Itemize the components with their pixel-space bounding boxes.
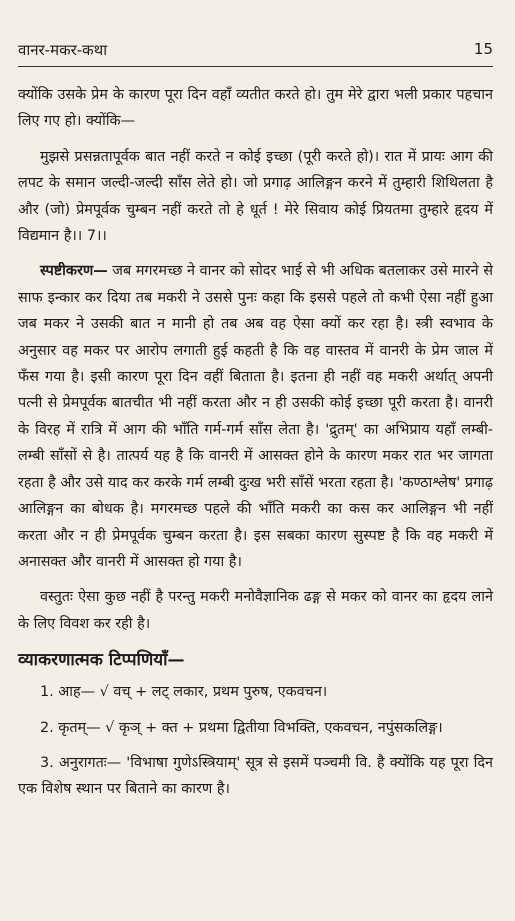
grammar-note-2: 2. कृतम्— √ कृञ् + क्त + प्रथमा द्वितीया विभक्ति, एकवचन, नपुंसकलिङ्ग। — [40, 719, 443, 736]
page-number: 15 — [473, 40, 493, 58]
grammar-note-3: 3. अनुरागतः— 'विभाषा गुणेऽस्त्रियाम्' सूत्र से इसमें पञ्चमी वि. है क्योंकि यह पूरा दिन एक विशेष स्थान पर बिताने का कारण है। — [18, 754, 493, 798]
explanation-label: स्पष्टीकरण— — [40, 263, 108, 280]
section-heading: व्याकरणात्मक टिप्पणियाँ— — [18, 650, 185, 671]
verse-translation: मुझसे प्रसन्नतापूर्वक बात नहीं करते न कोई इच्छा (पूरी करते हो)। रात में प्रायः आग की लपट के समान जल्दी-जल्दी साँस लेते हो। जो प्रगाढ़ आलिङ्गन करने में तुम्हारी शिथिलता है और (जो) प्रेमपूर्वक चुम्बन नहीं करते तो हे धूर्त ! मेरे सिवाय कोई प्रियतमा तुम्हारे हृदय में विद्यमान है।। 7।। — [18, 148, 493, 245]
page-header — [18, 40, 493, 64]
explanation-paragraph — [18, 258, 493, 575]
header-rule — [18, 66, 493, 67]
page-body — [18, 82, 493, 803]
running-title: वानर-मकर-कथा — [18, 41, 108, 59]
grammar-note-1: 1. आह— √ वच् + लट् लकार, प्रथम पुरुष, एकवचन। — [40, 684, 328, 701]
paragraph-4: वस्तुतः ऐसा कुछ नहीं है परन्तु मकरी मनोवैज्ञानिक ढङ्ग से मकर को वानर का हृदय लाने के लिए विवश कर रही है। — [18, 589, 493, 632]
explanation-text: जब मगरमच्छ ने वानर को सोदर भाई से भी अधिक बतलाकर उसे मारने से साफ इन्कार कर दिया तब मकरी ने उससे पुनः कहा कि इससे पहले तो कभी ऐसा नहीं हुआ जब मकर ने उसकी बात न मानी हो तब अब वह ऐसा क्यों कर रहा है। स्त्री स्वभाव के अनुसार वह मकर पर आरोप लगाती हुई कहती है कि वह वास्तव में वानरी के प्रेम जाल में फँस गया है। इसी कारण पूरा दिन वहीं बिताता है। इतना ही नहीं वह मकरी अर्थात् अपनी पत्नी से प्रेमपूर्वक बातचीत भी नहीं करता और न ही उसकी कोई इच्छा पूरी करता है। वानरी के विरह में रात्रि में आग की भाँति गर्म-गर्म साँस लेता है। 'द्रुतम्' का अभिप्राय यहाँ लम्बी-लम्बी साँसों से है। तात्पर्य यह है कि वानरी में आसक्त होने के कारण मकर रात भर जागता रहता है और उसे याद कर करके गर्म लम्बी दुःख भरी साँसें भरता रहता है। 'कण्ठाश्लेष' प्रगाढ़ आलिङ्गन का बोधक है। मगरमच्छ पहले की भाँति मकरी का कस कर आलिङ्गन भी नहीं करता और न ही प्रेमपूर्वक चुम्बन करता है। इस सबका कारण सुस्पष्ट है कि वह मकरी में अनासक्त और वानरी में आसक्त हो गया है। — [18, 263, 493, 570]
paragraph-1: क्योंकि उसके प्रेम के कारण पूरा दिन वहाँ व्यतीत करते हो। तुम मेरे द्वारा भली प्रकार पहचान लिए गए हो। क्योंकि— — [18, 87, 493, 130]
